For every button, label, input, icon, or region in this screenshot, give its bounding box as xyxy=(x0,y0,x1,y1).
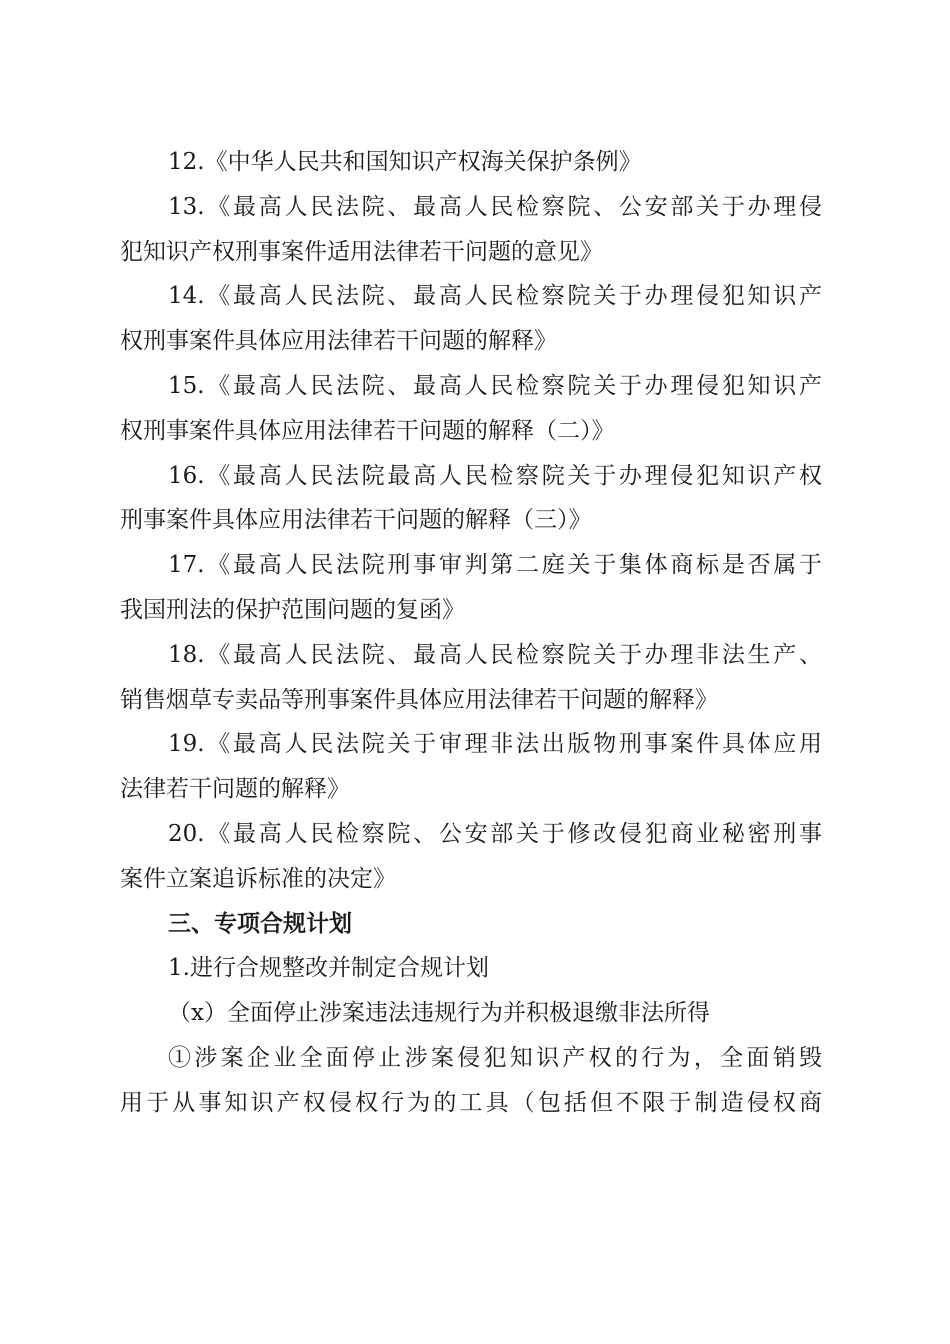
list-item-16-line-1: 16.《最高人民法院最高人民检察院关于办理侵犯知识产权 xyxy=(168,462,822,489)
paragraph-line-2: 用于从事知识产权侵权行为的工具（包括但不限于制造侵权商 xyxy=(120,1089,822,1116)
list-item-13-line-1: 13.《最高人民法院、最高人民检察院、公安部关于办理侵 xyxy=(168,193,822,220)
list-item-17-line-1: 17.《最高人民法院刑事审判第二庭关于集体商标是否属于 xyxy=(168,552,822,579)
section-heading: 三、专项合规计划 xyxy=(168,910,352,937)
list-item-20-line-1: 20.《最高人民检察院、公安部关于修改侵犯商业秘密刑事 xyxy=(168,820,822,847)
list-item-15-line-2: 权刑事案件具体应用法律若干问题的解释（二）》 xyxy=(120,417,615,444)
paragraph-line-1: ①涉案企业全面停止涉案侵犯知识产权的行为，全面销毁 xyxy=(168,1044,822,1071)
list-item-14-line-1: 14.《最高人民法院、最高人民检察院关于办理侵犯知识产 xyxy=(168,283,822,310)
subsection-heading: 1.进行合规整改并制定合规计划 xyxy=(168,955,489,982)
list-item-13-line-2: 犯知识产权刑事案件适用法律若干问题的意见》 xyxy=(120,238,603,265)
list-item-17-line-2: 我国刑法的保护范围问题的复函》 xyxy=(120,596,465,623)
item-x-heading: （x）全面停止涉案违法违规行为并积极退缴非法所得 xyxy=(168,1000,710,1027)
list-item-16-line-2: 刑事案件具体应用法律若干问题的解释（三）》 xyxy=(120,507,592,534)
list-item-15-line-1: 15.《最高人民法院、最高人民检察院关于办理侵犯知识产 xyxy=(168,372,822,399)
list-item-18-line-2: 销售烟草专卖品等刑事案件具体应用法律若干问题的解释》 xyxy=(120,686,718,713)
list-item-19-line-1: 19.《最高人民法院关于审理非法出版物刑事案件具体应用 xyxy=(168,731,822,758)
list-item-18-line-1: 18.《最高人民法院、最高人民检察院关于办理非法生产、 xyxy=(168,641,822,668)
list-item-20-line-2: 案件立案追诉标准的决定》 xyxy=(120,865,396,892)
list-item-12: 12.《中华人民共和国知识产权海关保护条例》 xyxy=(168,149,642,175)
list-item-14-line-2: 权刑事案件具体应用法律若干问题的解释》 xyxy=(120,328,557,355)
document-body xyxy=(120,140,822,1126)
list-item-19-line-2: 法律若干问题的解释》 xyxy=(120,776,350,803)
